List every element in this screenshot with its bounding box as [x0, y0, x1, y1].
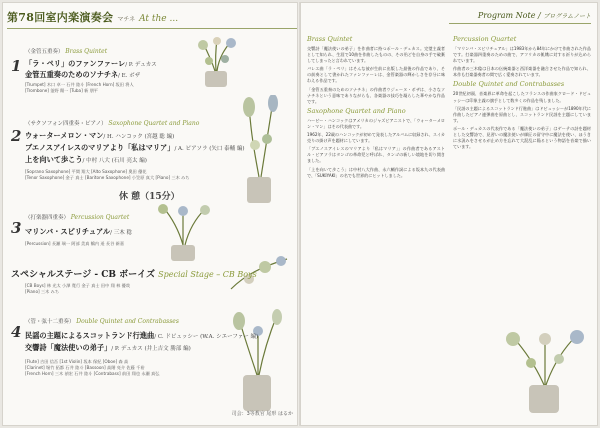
performer-list	[25, 241, 124, 247]
performer-list	[25, 283, 130, 295]
piece-title	[25, 131, 174, 141]
program-note-title-jp: プログラムノート	[543, 13, 591, 20]
header-sub-jp: マチネ	[117, 16, 136, 23]
category-jp: （打楽器四重奏）	[25, 215, 70, 221]
ensemble-category	[25, 317, 179, 325]
performer-line: [Percussion] 長瀬 瑞一 阿部 美真 鶴内 遥 長谷 新嘉	[25, 241, 125, 246]
composer: / P. デュカス (井上吉文 勝部 編)	[111, 346, 191, 352]
composer: / C. ドビュッシー (W.A. シエーファー 編)	[154, 334, 259, 340]
intermission-label: 休 憩（15分）	[119, 192, 180, 202]
ensemble-category	[25, 47, 107, 55]
composer: / P. デュカス	[125, 62, 157, 68]
composer: / 三木 稔	[110, 230, 132, 236]
category-en: Saxophone Quartet and Piano	[108, 120, 200, 127]
piece-title	[25, 59, 157, 69]
category-jp: （金管五重奏）	[25, 49, 64, 55]
program-note-title-en: Program Note	[477, 11, 536, 20]
note-heading: Brass Quintet	[307, 35, 353, 43]
piece-name: 交響詩「魔法使いの弟子」	[25, 343, 112, 352]
program-header	[7, 9, 297, 29]
note-paragraph: 作曲者の三木稔は日本の伝統楽器と西洋楽器を融合させた作品で知られ、本作も打楽器奏者の間で広く愛奏されています。	[453, 66, 591, 78]
performer-line: [CB Boys] 林 光太 小澤 寛行 金子 真士 田中 翔 林 優哉	[25, 283, 130, 288]
page-fold	[297, 2, 300, 426]
flower-arrangement-image	[189, 37, 241, 89]
note-paragraph: 「金管五重奏のためのソナチネ」の作曲者ウジェーヌ・ボザは、小さなソナチネという意味でありながらも、各楽器の技巧を凝らした華やかな作品です。	[307, 86, 445, 104]
program-page	[2, 2, 300, 426]
note-heading: Percussion Quartet	[453, 35, 517, 43]
performer-line: [Clarinet] 堀竹 拓都 石井 陸斗 [Bassoon] 高階 亮介 佐藤 千裕	[25, 365, 145, 370]
item-number: 2	[11, 127, 22, 145]
composer: / 中村 八大 (石川 亮太 編)	[82, 158, 147, 164]
header-sub-en: At the ...	[139, 14, 179, 24]
piece-name: 上を向いて歩こう	[25, 155, 83, 164]
notes-column-right	[453, 33, 591, 152]
piece-title	[25, 343, 191, 353]
piece-title	[25, 70, 140, 80]
piece-name: マリンバ・スピリチュアル	[25, 227, 111, 236]
item-number: 1	[11, 57, 22, 75]
special-stage-title	[11, 267, 257, 280]
piece-title	[25, 143, 245, 153]
piece-title	[25, 155, 147, 165]
special-title-en: Special Stage – CB Boys	[158, 270, 257, 279]
note-heading: Saxophone Quartet and Piano	[307, 106, 406, 115]
performer-line: [French Horn] 三木 禎宏 石井 陸斗 [Contrabass] 前田 翔也 永瀬 真弘	[25, 371, 160, 376]
special-title-jp: スペシャルステージ - CB ボーイズ	[11, 270, 156, 280]
ensemble-category	[25, 119, 199, 127]
piece-name: ウォーターメロン・マン	[25, 131, 104, 140]
note-paragraph: ハービー・ハンコックはアメリカのジャズピアニストで、「ウォーターメロン・マン」はその代表曲です。	[307, 117, 445, 129]
composer: / H. ハンコック (宮越 聡 編)	[103, 134, 175, 140]
ensemble-category	[25, 213, 129, 221]
item-number: 3	[11, 219, 22, 237]
category-en: Double Quintet and Contrabasses	[76, 318, 179, 325]
flower-arrangement-image	[153, 203, 211, 263]
header-rule	[449, 23, 591, 24]
category-jp: （サクソフォン四重奏・ピアノ）	[25, 121, 107, 127]
category-en: Percussion Quartet	[70, 214, 130, 221]
piece-title	[25, 331, 258, 341]
performer-list	[25, 82, 134, 94]
category-en: Brass Quintet	[65, 48, 108, 55]
flower-arrangement-image	[229, 309, 285, 417]
note-heading: Double Quintet and Contrabasses	[453, 80, 565, 89]
note-paragraph: バレエ曲「ラ・ペリ」はそんな彼が生前に出版した最後の作品であり、その前奏として書かれたファンファーレは、金管楽器の輝かしさを存分に味わえる作品です。	[307, 66, 445, 84]
program-note-header: Program Note / プログラムノート	[477, 11, 591, 20]
category-jp: （管・弦十二重奏）	[25, 319, 75, 325]
composer: / A. ピアソラ (矢口 泰輔 編)	[174, 146, 245, 152]
note-paragraph: ポール・デュカスの代表作である「魔法使いの弟子」はゲーテの詩を題材とした交響詩で、見習いの魔法使いが師匠の留守中に魔法を使い、ほうきに水汲みをさせるが止め方を忘れて大混乱に陥るという物語を音楽で描いています。	[453, 125, 591, 150]
performer-line: [Flute] 吉田 信吾 [1st Violin] 坂本 保紀 [Oboe] 森 高	[25, 359, 129, 364]
piece-name: ブエノスアイレスのマリアより「私はマリア」	[25, 143, 175, 152]
performer-list	[25, 359, 159, 377]
host-credit: 司会：3等教官 尾形 はるか	[231, 411, 293, 417]
note-paragraph: 「上を向いて歩こう」は中村八大作曲、永六輔作詞による坂本九の代表曲で、「SUKIYAKI」の名でも世界的にヒットしました。	[307, 166, 445, 178]
performer-line: [Soprano Saxophone] 平間 翔大 [Alto Saxophone] 奥田 優花	[25, 169, 147, 174]
piece-name: 「ラ・ペリ」のファンファーレ	[25, 59, 126, 68]
performer-line: [Tenor Saxophone] 金子 真士 [Baritone Saxophone] 小笠原 真大 [Piano] 三木 みち	[25, 175, 190, 180]
note-paragraph: 20世紀初頭、音楽界に革命を起こしたフランスの作曲家クロード・ドビュッシーは印象主義の旗手として数多くの作品を残しました。	[453, 91, 591, 103]
note-paragraph: 「ブエノスアイレスのマリアより「私はマリア」」の作曲者であるアストル・ピアソラはタンゴの革命児と呼ばれ、タンゴの新しい境地を切り開きました。	[307, 146, 445, 164]
composer: / E. ボザ	[118, 73, 141, 79]
note-paragraph: 「マリンバ・スピリチュアル」は1983年から84年にかけて作曲された作品です。打楽器四重奏のための曲で、アフリカの飢餓に対する祈りが込められています。	[453, 46, 591, 64]
piece-name: 民謡の主題によるスコットランド行進曲	[25, 331, 155, 340]
flower-arrangement-image	[501, 325, 587, 417]
performer-line: [Trumpet] 木口 卓一 石井 陸斗 [French Horn] 坂田 将人	[25, 82, 134, 87]
notes-column-left	[307, 33, 445, 181]
performer-line: [Piano] 三木 みち	[25, 289, 60, 294]
note-paragraph: 1962年、22歳のハンコックが初めて発表したアルバムに収録され、スイカ売りの掛け声を題材にしています。	[307, 132, 445, 144]
program-spread	[2, 2, 598, 426]
program-note-page	[300, 2, 598, 426]
piece-title	[25, 227, 132, 237]
concert-title: 第78回室内楽演奏会	[7, 11, 114, 24]
performer-line: [Trombone] 釜野 陽一 [Tuba] 新 朋平	[25, 88, 98, 93]
item-number: 4	[11, 323, 22, 341]
note-paragraph: 交響詩「魔法使いの弟子」を作曲者に持つポール・デュカス。完璧主義者として知られ、生涯で10曲を作曲したものの、その殆どを自身の手で破棄してしまったと言われています。	[307, 46, 445, 64]
performer-list	[25, 169, 190, 181]
piece-name: 金管五重奏のためのソナチネ	[25, 70, 119, 79]
note-paragraph: 「民謡の主題によるスコットランド行進曲」はドビュッシーが1890年代に作曲したピアノ連弾曲を原曲とし、スコットランド民謡を主題にしています。	[453, 105, 591, 123]
